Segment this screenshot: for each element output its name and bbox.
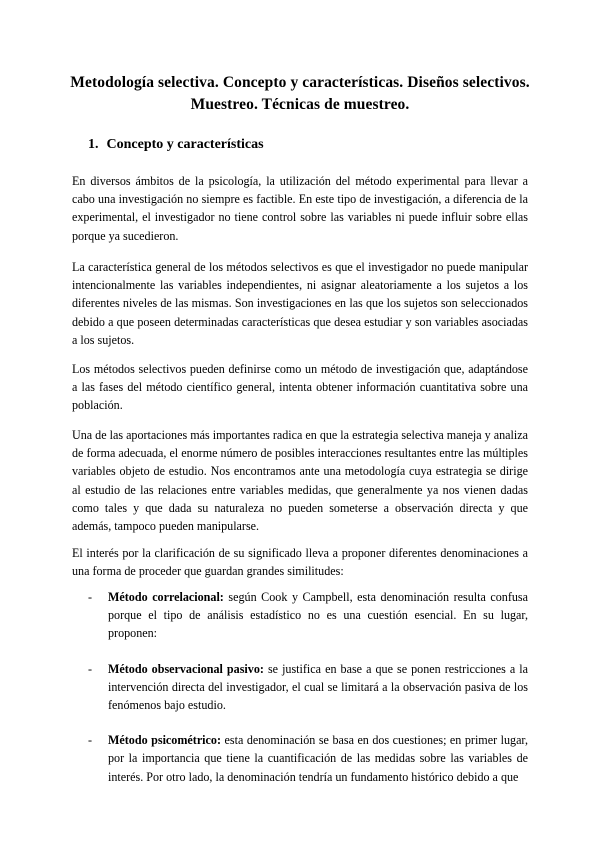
bullet-list	[88, 588, 528, 803]
paragraph: Los métodos selectivos pueden definirse como un método de investigación que, adaptándose a las fases del método científico general, intenta obtener información cuantitativa sobre una población.	[72, 362, 528, 413]
paragraph: En diversos ámbitos de la psicología, la utilización del método experimental para llevar a cabo una investigación no siempre es factible. En este tipo de investigación, a diferencia de la experimental, el investigador no tiene control sobre las variables ni puede influir sobre ellas porque ya sucedieron.	[72, 174, 528, 243]
list-item	[88, 731, 528, 786]
bullet-term: Método correlacional:	[108, 590, 224, 604]
paragraph: Una de las aportaciones más importantes radica en que la estrategia selectiva maneja y analiza de forma adecuada, el enorme número de posibles interacciones resultantes entre las múltiples variables objeto de estudio. Nos encontramos ante una metodología cuya estrategia se dirige al estudio de las relaciones entre variables medidas, que generalmente ya nos vienen dadas como tales y que dada su naturaleza no pueden someterse a observación directa y que además, tampoco pueden manipularse.	[72, 428, 528, 534]
bullet-term: Método psicométrico:	[108, 733, 221, 748]
bullet-marker: -	[88, 733, 93, 748]
paragraph: El interés por la clarificación de su significado lleva a proponer diferentes denominaciones a una forma de proceder que guardan grandes similitudes:	[72, 546, 528, 579]
bullet-text: esta denominación se basa en dos cuestiones; en primer lugar, por la importancia que tiene la cuantificación de las medidas sobre las variables de interés. Por otro lado, la denominación tendría un fundamento histórico debido a que	[108, 733, 529, 784]
list-item	[88, 660, 528, 715]
bullet-term: Método observacional pasivo:	[108, 661, 264, 676]
section-heading	[88, 135, 264, 155]
bullet-marker: -	[88, 590, 93, 604]
bullet-text: se justifica en base a que se ponen restricciones a la intervención directa del investigador, el cual se limitará a la observación pasiva de los fenómenos bajo estudio.	[108, 661, 529, 713]
section-heading-text: Concepto y características	[106, 137, 264, 152]
bullet-text: según Cook y Campbell, esta denominación resulta confusa porque el tipo de análisis estadístico no es una cuestión esencial. En su lugar, proponen:	[108, 590, 528, 641]
document-title: Metodología selectiva. Concepto y características. Diseños selectivos. Muestreo. Técnicas de muestreo.	[70, 74, 530, 113]
paragraph: La característica general de los métodos selectivos es que el investigador no puede manipular intencionalmente las variables independientes, ni asignar aleatoriamente a los sujetos a los diferentes niveles de las mismas. Son investigaciones en las que los sujetos son seleccionados debido a que poseen determinadas características que desea estudiar y son variables asociadas a los sujetos.	[72, 260, 528, 347]
section-number: 1.	[88, 137, 99, 152]
bullet-marker: -	[88, 661, 93, 676]
list-item	[88, 588, 528, 643]
